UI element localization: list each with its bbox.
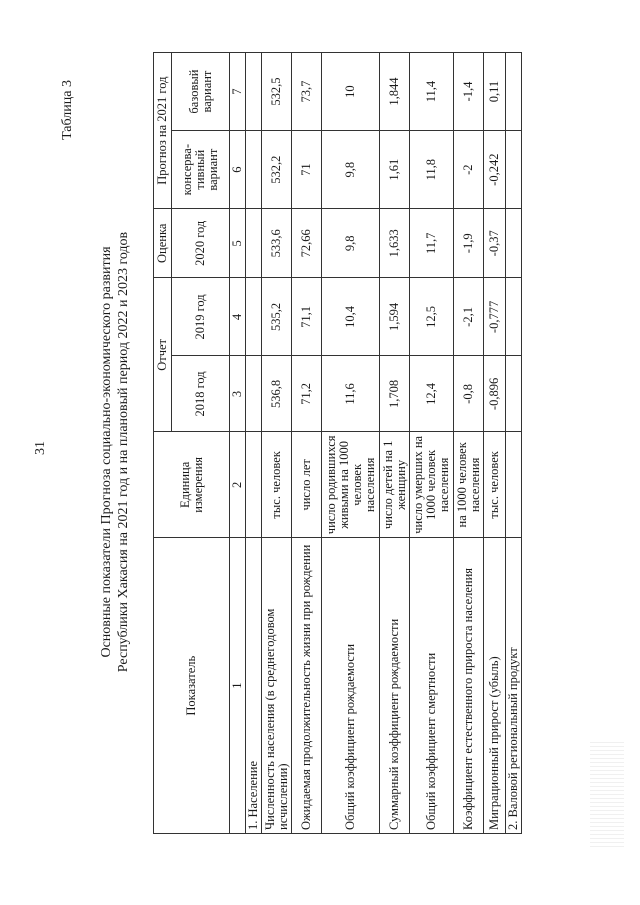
rotated-page-content <box>40 52 600 852</box>
row-value-2020: 11,7 <box>410 209 454 278</box>
table-row <box>410 53 454 834</box>
row-name: Общий коэффициент рождаемости <box>322 538 380 834</box>
row-value-2019: 535,2 <box>262 278 292 356</box>
row-value-2020: -0,37 <box>484 209 506 278</box>
section-grp: 2. Валовой региональный продукт <box>506 538 522 834</box>
title-line-1: Основные показатели Прогноза социально-экономического развития <box>99 246 114 658</box>
header-indicator: Показатель <box>154 538 230 834</box>
row-unit: на 1000 человек населения <box>454 432 484 538</box>
row-value-2019: -0,777 <box>484 278 506 356</box>
column-numbers-row <box>230 53 246 834</box>
row-value-2019: -2,1 <box>454 278 484 356</box>
row-value-base: 1,844 <box>380 53 410 131</box>
row-value-2018: 12,4 <box>410 356 454 432</box>
col-num-1: 1 <box>230 538 246 834</box>
table-label: Таблица 3 <box>60 80 75 140</box>
table-row <box>484 53 506 834</box>
row-value-conservative: 9,8 <box>322 131 380 209</box>
row-value-2020: 533,6 <box>262 209 292 278</box>
table-row <box>454 53 484 834</box>
row-value-2019: 71,1 <box>292 278 322 356</box>
header-base: базовый вариант <box>172 53 230 131</box>
row-name: Численность населения (в среднегодовом исчислении) <box>262 538 292 834</box>
row-unit: число лет <box>292 432 322 538</box>
col-num-3: 3 <box>230 356 246 432</box>
row-value-base: 532,5 <box>262 53 292 131</box>
row-value-conservative: 532,2 <box>262 131 292 209</box>
row-name: Общий коэффициент смертности <box>410 538 454 834</box>
row-value-base: 10 <box>322 53 380 131</box>
row-value-2020: -1,9 <box>454 209 484 278</box>
row-value-2018: -0,8 <box>454 356 484 432</box>
header-year-2020: 2020 год <box>172 209 230 278</box>
row-value-2018: 11,6 <box>322 356 380 432</box>
header-unit: Единица измерения <box>154 432 230 538</box>
row-value-2019: 10,4 <box>322 278 380 356</box>
row-value-2019: 12,5 <box>410 278 454 356</box>
forecast-table <box>153 52 522 834</box>
section-population: 1. Население <box>246 538 262 834</box>
row-value-base: 11,4 <box>410 53 454 131</box>
row-value-conservative: 11,8 <box>410 131 454 209</box>
row-value-conservative: -0,242 <box>484 131 506 209</box>
row-value-conservative: 71 <box>292 131 322 209</box>
row-unit: число родившихся живыми на 1000 человек населения <box>322 432 380 538</box>
row-value-2018: 71,2 <box>292 356 322 432</box>
row-unit: число умерших на 1000 человек населения <box>410 432 454 538</box>
table-row <box>262 53 292 834</box>
section-row <box>506 53 522 834</box>
row-value-2020: 9,8 <box>322 209 380 278</box>
row-value-2020: 72,66 <box>292 209 322 278</box>
col-num-7: 7 <box>230 53 246 131</box>
title-line-2: Республики Хакасия на 2021 год и на плановый период 2022 и 2023 годов <box>116 231 131 673</box>
section-row <box>246 53 262 834</box>
row-value-2019: 1,594 <box>380 278 410 356</box>
table-row <box>380 53 410 834</box>
row-value-conservative: 1,61 <box>380 131 410 209</box>
col-num-5: 5 <box>230 209 246 278</box>
row-value-2018: 536,8 <box>262 356 292 432</box>
row-value-conservative: -2 <box>454 131 484 209</box>
header-year-2018: 2018 год <box>172 356 230 432</box>
row-name: Ожидаемая продолжительность жизни при рождении <box>292 538 322 834</box>
row-value-base: -1,4 <box>454 53 484 131</box>
header-forecast: Прогноз на 2021 год <box>154 53 172 209</box>
row-unit: число детей на 1 женщину <box>380 432 410 538</box>
col-num-2: 2 <box>230 432 246 538</box>
row-name: Миграционный прирост (убыль) <box>484 538 506 834</box>
col-num-6: 6 <box>230 131 246 209</box>
row-name: Суммарный коэффициент рождаемости <box>380 538 410 834</box>
header-estimate: Оценка <box>154 209 172 278</box>
row-value-2018: 1,708 <box>380 356 410 432</box>
col-num-4: 4 <box>230 278 246 356</box>
header-report: Отчет <box>154 278 172 432</box>
row-unit: тыс. человек <box>262 432 292 538</box>
row-name: Коэффициент естественного прироста населения <box>454 538 484 834</box>
row-value-base: 73,7 <box>292 53 322 131</box>
page-number: 31 <box>33 441 48 455</box>
row-unit: тыс. человек <box>484 432 506 538</box>
scan-artifact <box>590 740 624 850</box>
header-conservative: консерва-тивный вариант <box>172 131 230 209</box>
table-row <box>292 53 322 834</box>
row-value-base: 0,11 <box>484 53 506 131</box>
header-row-1 <box>154 53 172 834</box>
row-value-2018: -0,896 <box>484 356 506 432</box>
row-value-2020: 1,633 <box>380 209 410 278</box>
table-row <box>322 53 380 834</box>
header-year-2019: 2019 год <box>172 278 230 356</box>
document-title <box>98 52 132 852</box>
